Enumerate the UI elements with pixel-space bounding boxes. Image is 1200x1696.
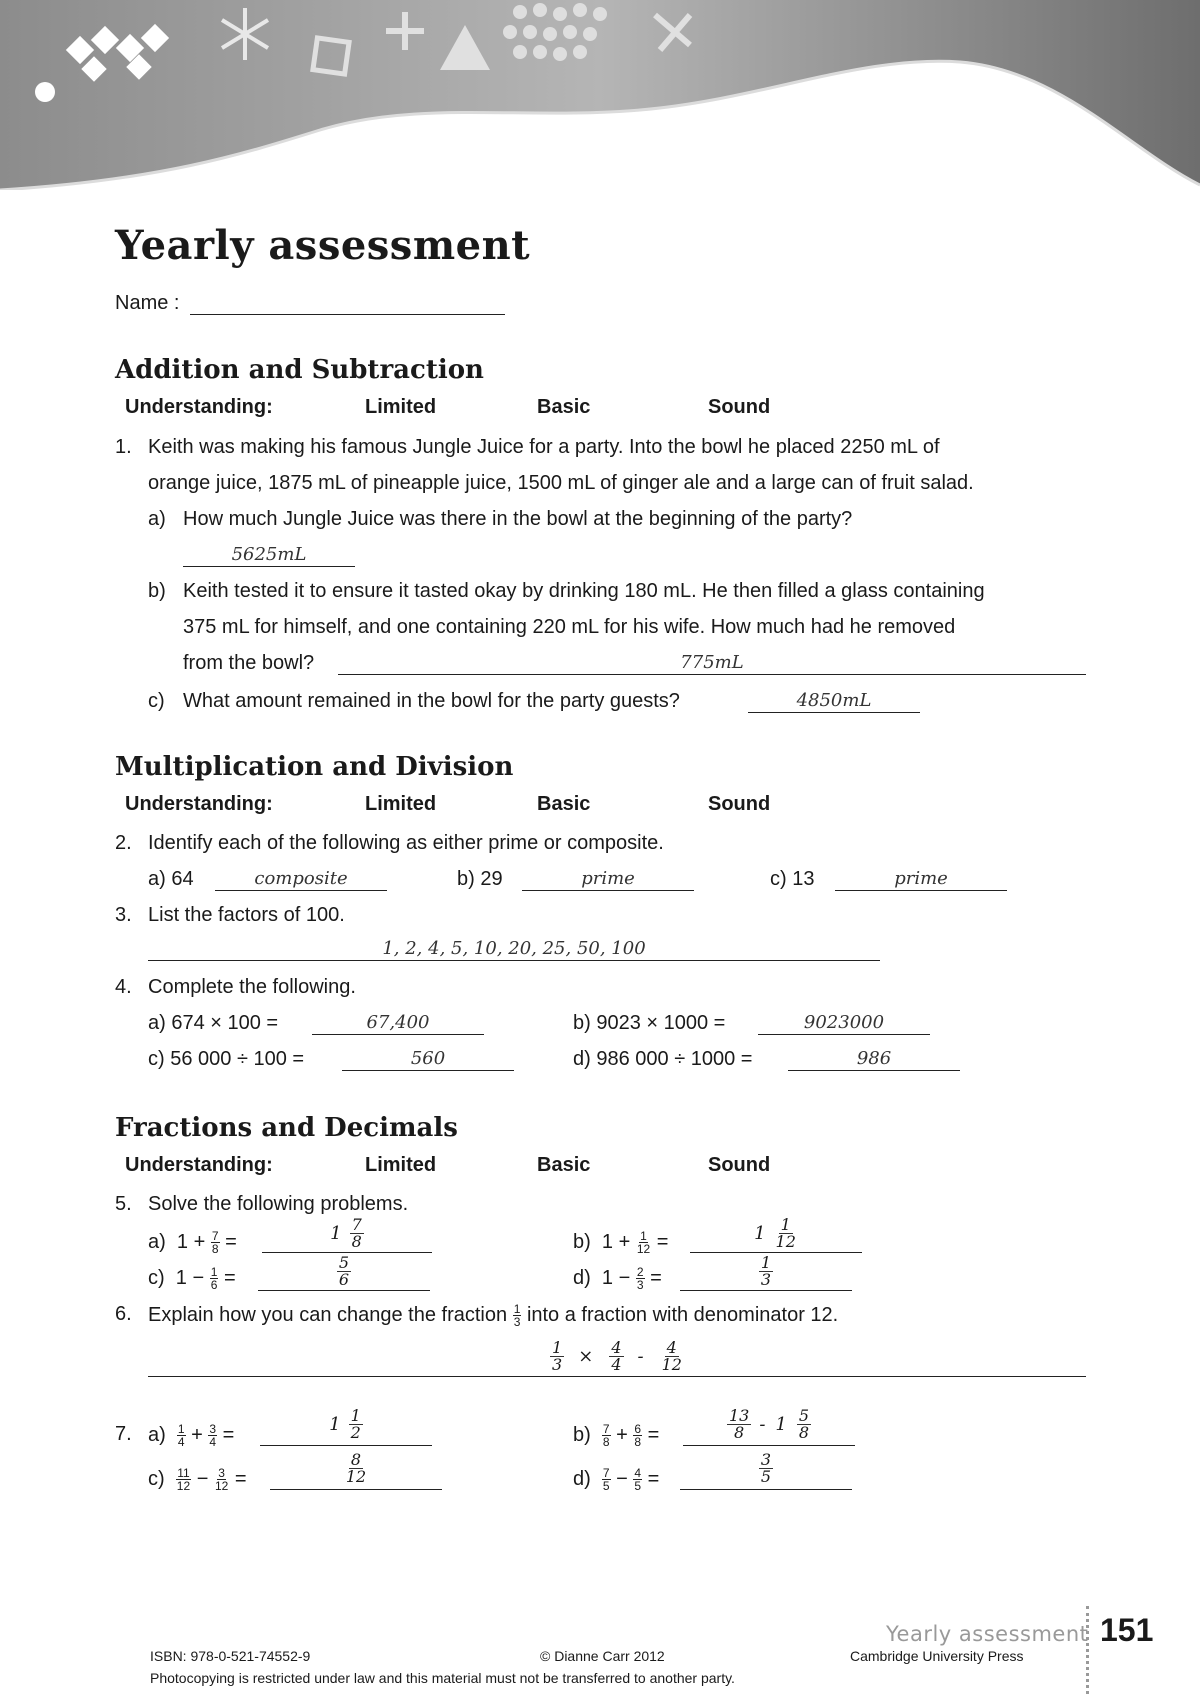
q1a-label: a) bbox=[148, 508, 166, 530]
q5b-denominator: 12 bbox=[636, 1242, 651, 1256]
q1b-answer: 775mL bbox=[680, 652, 744, 673]
q2a-answer: composite bbox=[254, 868, 348, 889]
q6-answer-denominator-1: 3 bbox=[552, 1355, 563, 1374]
q1a-text: How much Jungle Juice was there in the bowl at the beginning of the party? bbox=[183, 508, 853, 530]
q7d-numerator-1: 7 bbox=[602, 1466, 610, 1480]
q4c-answer: 560 bbox=[410, 1048, 446, 1069]
q5b-whole: 1 + bbox=[601, 1230, 631, 1253]
q7c-answer-denominator: 12 bbox=[345, 1467, 367, 1486]
q7d-answer bbox=[680, 1452, 852, 1485]
q7c-answer-fraction bbox=[344, 1452, 368, 1485]
understanding-label: Understanding: bbox=[125, 793, 273, 815]
q4d-answer: 986 bbox=[856, 1048, 892, 1069]
question-number: 7. bbox=[115, 1423, 132, 1445]
rating-basic[interactable]: Basic bbox=[537, 396, 591, 418]
q4-text: Complete the following. bbox=[148, 976, 356, 998]
q5b-expression bbox=[573, 1230, 668, 1255]
q7b-answer1-numerator: 13 bbox=[728, 1406, 750, 1425]
q1b-label: b) bbox=[148, 580, 166, 602]
q7c-denominator-1: 12 bbox=[176, 1479, 191, 1493]
q5c-expression bbox=[148, 1266, 236, 1291]
q5a-answer-denominator: 8 bbox=[351, 1232, 362, 1251]
q7b-numerator-1: 7 bbox=[602, 1422, 610, 1436]
question-number: 2. bbox=[115, 832, 132, 854]
q6-answer-denominator-2: 4 bbox=[611, 1355, 622, 1374]
rating-sound[interactable]: Sound bbox=[708, 396, 771, 418]
rating-limited[interactable]: Limited bbox=[365, 396, 437, 418]
section-heading-addition-subtraction: Addition and Subtraction bbox=[115, 355, 484, 385]
rating-basic[interactable]: Basic bbox=[537, 793, 591, 815]
q5d-answer-denominator: 3 bbox=[760, 1270, 772, 1289]
q7c-answer-numerator: 8 bbox=[350, 1450, 362, 1469]
q5c-denominator: 6 bbox=[210, 1278, 218, 1292]
rating-limited[interactable]: Limited bbox=[365, 793, 437, 815]
question-number: 6. bbox=[115, 1303, 132, 1325]
q5d-numerator: 2 bbox=[636, 1265, 644, 1279]
q6-answer-numerator-3: 4 bbox=[666, 1338, 677, 1357]
q7b-answer-fraction-2 bbox=[797, 1408, 811, 1441]
question-number: 4. bbox=[115, 976, 132, 998]
q5a-answer-fraction bbox=[350, 1217, 364, 1250]
q7d-label: d) bbox=[573, 1467, 591, 1490]
q5b-fraction bbox=[636, 1230, 651, 1255]
q1b-text-line2: 375 mL for himself, and one containing 220 mL for his wife. How much had he removed bbox=[183, 616, 956, 638]
rating-sound[interactable]: Sound bbox=[708, 1154, 771, 1176]
q4b-answer: 9023000 bbox=[803, 1012, 885, 1033]
q7d-numerator-2: 4 bbox=[634, 1466, 642, 1480]
q5d-denominator: 3 bbox=[636, 1278, 644, 1292]
q7d-fraction-2 bbox=[633, 1467, 642, 1492]
q5a-fraction bbox=[211, 1230, 220, 1255]
q1a-answer-field[interactable] bbox=[183, 542, 355, 567]
q5b-label: b) bbox=[573, 1230, 591, 1253]
q7a-answer bbox=[260, 1408, 432, 1441]
q5c-equals: = bbox=[223, 1266, 236, 1289]
q5a-expression bbox=[148, 1230, 237, 1255]
q2c-label: c) 13 bbox=[770, 868, 815, 890]
q7a-equals: = bbox=[222, 1423, 235, 1446]
q6-text bbox=[148, 1303, 838, 1328]
q5b-answer-whole: 1 bbox=[754, 1223, 766, 1244]
q6-answer-numerator-1: 1 bbox=[552, 1338, 563, 1357]
q2-text: Identify each of the following as either prime or composite. bbox=[148, 832, 664, 854]
q7b-answer-fraction-1 bbox=[727, 1408, 751, 1441]
question-number: 5. bbox=[115, 1193, 132, 1215]
q5d-label: d) bbox=[573, 1266, 591, 1289]
q5b-numerator: 1 bbox=[640, 1229, 647, 1243]
page-title: Yearly assessment bbox=[115, 222, 531, 269]
q4a-label: a) 674 × 100 = bbox=[148, 1012, 279, 1034]
q5a-whole: 1 + bbox=[176, 1230, 206, 1253]
q7c-denominator-2: 12 bbox=[214, 1479, 229, 1493]
question-number: 3. bbox=[115, 904, 132, 926]
q4d-answer-field[interactable] bbox=[788, 1046, 960, 1071]
q7b-answer-whole: 1 bbox=[775, 1414, 787, 1435]
q7a-numerator-2: 3 bbox=[209, 1422, 217, 1436]
q4d-label: d) 986 000 ÷ 1000 = bbox=[573, 1048, 753, 1070]
q7a-label: a) bbox=[148, 1423, 166, 1446]
q6-text-a: Explain how you can change the fraction bbox=[148, 1303, 508, 1326]
q6-answer-times: × bbox=[578, 1346, 594, 1367]
q7b-answer-dash: - bbox=[759, 1414, 766, 1435]
name-field[interactable] bbox=[190, 290, 505, 315]
q7b-expression bbox=[573, 1423, 659, 1448]
q5d-answer-numerator: 1 bbox=[760, 1253, 772, 1272]
q4a-answer-field[interactable] bbox=[312, 1010, 484, 1035]
q6-numerator: 1 bbox=[513, 1302, 521, 1316]
q4a-answer: 67,400 bbox=[366, 1012, 430, 1033]
rating-limited[interactable]: Limited bbox=[365, 1154, 437, 1176]
q2b-label: b) 29 bbox=[457, 868, 503, 890]
q7b-answer1-denominator: 8 bbox=[734, 1423, 745, 1442]
q2a-label: a) 64 bbox=[148, 868, 194, 890]
q7b-fraction-2 bbox=[633, 1423, 642, 1448]
q7c-label: c) bbox=[148, 1467, 165, 1490]
header-banner bbox=[0, 0, 1200, 190]
footer-running-title: Yearly assessment bbox=[886, 1622, 1089, 1646]
q3-answer: 1, 2, 4, 5, 10, 20, 25, 50, 100 bbox=[382, 938, 646, 959]
q7c-answer bbox=[270, 1452, 442, 1485]
q7b-operator: + bbox=[616, 1423, 628, 1446]
rating-sound[interactable]: Sound bbox=[708, 793, 771, 815]
q1-text-line1: Keith was making his famous Jungle Juice for a party. Into the bowl he placed 2250 mL of bbox=[148, 436, 940, 458]
q5c-numerator: 1 bbox=[210, 1265, 218, 1279]
q1-text-line2: orange juice, 1875 mL of pineapple juice, 1500 mL of ginger ale and a large can of fruit salad. bbox=[148, 472, 974, 494]
q5b-answer-numerator: 1 bbox=[780, 1215, 791, 1234]
q7c-numerator-2: 3 bbox=[218, 1466, 225, 1480]
q6-answer-numerator-2: 4 bbox=[611, 1338, 622, 1357]
q5a-answer bbox=[262, 1217, 432, 1250]
q6-fraction bbox=[513, 1303, 522, 1328]
q6-text-b: into a fraction with denominator 12. bbox=[526, 1303, 839, 1326]
q7d-answer-fraction bbox=[759, 1452, 773, 1485]
q7d-denominator-1: 5 bbox=[602, 1479, 610, 1493]
q5d-answer-fraction bbox=[759, 1255, 773, 1288]
q2b-answer-field[interactable] bbox=[522, 866, 694, 891]
understanding-label: Understanding: bbox=[125, 396, 273, 418]
q5a-denominator: 8 bbox=[211, 1242, 219, 1256]
q7a-operator: + bbox=[191, 1423, 203, 1446]
q6-answer-fraction-1 bbox=[550, 1340, 564, 1373]
q1b-answer-field[interactable] bbox=[338, 650, 1086, 675]
q2b-answer: prime bbox=[581, 868, 635, 889]
q5a-answer-whole: 1 bbox=[330, 1223, 342, 1244]
q5b-answer-denominator: 12 bbox=[775, 1232, 796, 1251]
q7d-answer-denominator: 5 bbox=[760, 1467, 772, 1486]
page-number: 151 bbox=[1100, 1612, 1154, 1648]
q7b-fraction-1 bbox=[602, 1423, 611, 1448]
q5a-equals: = bbox=[225, 1230, 237, 1253]
q7b-denominator-1: 8 bbox=[602, 1435, 610, 1449]
q4c-answer-field[interactable] bbox=[342, 1046, 514, 1071]
q5b-answer-fraction bbox=[774, 1217, 798, 1250]
q7a-answer-numerator: 1 bbox=[350, 1406, 361, 1425]
q7d-equals: = bbox=[647, 1467, 660, 1490]
name-label: Name : bbox=[115, 292, 180, 314]
q7c-fraction-1 bbox=[176, 1467, 191, 1492]
q5c-label: c) bbox=[148, 1266, 165, 1289]
footer-separator bbox=[1086, 1606, 1089, 1694]
footer-copyright: © Dianne Carr 2012 bbox=[540, 1648, 665, 1664]
q7a-fraction-2 bbox=[208, 1423, 217, 1448]
q1b-text-line1: Keith tested it to ensure it tasted okay by drinking 180 mL. He then filled a glass containing bbox=[183, 580, 985, 602]
q5c-whole: 1 − bbox=[175, 1266, 205, 1289]
q6-answer-denominator-3: 12 bbox=[661, 1355, 682, 1374]
q6-answer-fraction-3 bbox=[660, 1340, 684, 1373]
q7b-equals: = bbox=[647, 1423, 660, 1446]
q6-answer bbox=[148, 1340, 1086, 1373]
section-heading-multiplication-division: Multiplication and Division bbox=[115, 752, 514, 782]
q5d-equals: = bbox=[650, 1266, 662, 1289]
q1c-answer-field[interactable] bbox=[748, 688, 920, 713]
q5c-answer-denominator: 6 bbox=[338, 1270, 350, 1289]
q1c-label: c) bbox=[148, 690, 165, 712]
q5a-label: a) bbox=[148, 1230, 166, 1253]
q5c-answer bbox=[258, 1255, 430, 1288]
q1c-text: What amount remained in the bowl for the party guests? bbox=[183, 690, 680, 712]
q5c-answer-numerator: 5 bbox=[338, 1253, 350, 1272]
q5c-fraction bbox=[210, 1266, 219, 1291]
q7b-answer2-numerator: 5 bbox=[798, 1406, 810, 1425]
q5b-equals: = bbox=[656, 1230, 669, 1253]
question-number: 1. bbox=[115, 436, 132, 458]
q7a-denominator-2: 4 bbox=[209, 1435, 217, 1449]
q4c-label: c) 56 000 ÷ 100 = bbox=[148, 1048, 305, 1070]
q6-answer-fraction-2 bbox=[609, 1340, 623, 1373]
q7a-answer-denominator: 2 bbox=[350, 1423, 361, 1442]
q7a-fraction-1 bbox=[177, 1423, 186, 1448]
footer-isbn: ISBN: 978-0-521-74552-9 bbox=[150, 1648, 311, 1664]
q4b-answer-field[interactable] bbox=[758, 1010, 930, 1035]
q4b-label: b) 9023 × 1000 = bbox=[573, 1012, 726, 1034]
q1c-answer: 4850mL bbox=[796, 690, 872, 711]
q1a-answer: 5625mL bbox=[231, 544, 307, 565]
q7d-fraction-1 bbox=[602, 1467, 611, 1492]
q5-text: Solve the following problems. bbox=[148, 1193, 409, 1215]
q5d-expression bbox=[573, 1266, 662, 1291]
q5d-whole: 1 − bbox=[601, 1266, 631, 1289]
q7a-denominator-1: 4 bbox=[177, 1435, 185, 1449]
q5c-answer-fraction bbox=[337, 1255, 351, 1288]
q2a-answer-field[interactable] bbox=[215, 866, 387, 891]
q5d-answer bbox=[680, 1255, 852, 1288]
q7c-operator: − bbox=[196, 1467, 209, 1490]
q7a-numerator-1: 1 bbox=[177, 1422, 185, 1436]
q1b-text-line3: from the bowl? bbox=[183, 652, 315, 674]
q7d-answer-numerator: 3 bbox=[760, 1450, 772, 1469]
q3-answer-field[interactable] bbox=[148, 936, 880, 961]
understanding-label: Understanding: bbox=[125, 1154, 273, 1176]
q7c-fraction-2 bbox=[214, 1467, 229, 1492]
q7b-label: b) bbox=[573, 1423, 591, 1446]
q7d-expression bbox=[573, 1467, 659, 1492]
rating-basic[interactable]: Basic bbox=[537, 1154, 591, 1176]
footer-publisher: Cambridge University Press bbox=[850, 1648, 1024, 1664]
q7c-expression bbox=[148, 1467, 247, 1492]
q5a-numerator: 7 bbox=[211, 1229, 219, 1243]
q7b-answer bbox=[683, 1408, 855, 1441]
q5d-fraction bbox=[636, 1266, 645, 1291]
footer-notice: Photocopying is restricted under law and this material must not be transferred to another party. bbox=[150, 1670, 735, 1686]
q7a-answer-fraction bbox=[349, 1408, 363, 1441]
section-heading-fractions-decimals: Fractions and Decimals bbox=[115, 1113, 458, 1143]
q7b-answer2-denominator: 8 bbox=[798, 1423, 810, 1442]
q6-answer-equals: - bbox=[637, 1346, 644, 1367]
q2c-answer: prime bbox=[894, 868, 948, 889]
q5b-answer bbox=[690, 1217, 862, 1250]
q5a-answer-numerator: 7 bbox=[351, 1215, 362, 1234]
q6-denominator: 3 bbox=[513, 1315, 521, 1329]
q7a-answer-whole: 1 bbox=[329, 1414, 341, 1435]
q3-text: List the factors of 100. bbox=[148, 904, 345, 926]
q7a-expression bbox=[148, 1423, 234, 1448]
q2c-answer-field[interactable] bbox=[835, 866, 1007, 891]
q7b-numerator-2: 6 bbox=[634, 1422, 642, 1436]
q7c-numerator-1: 11 bbox=[177, 1466, 190, 1480]
q7d-denominator-2: 5 bbox=[634, 1479, 642, 1493]
q7d-operator: − bbox=[616, 1467, 628, 1490]
q7b-denominator-2: 8 bbox=[634, 1435, 642, 1449]
q7c-equals: = bbox=[234, 1467, 247, 1490]
